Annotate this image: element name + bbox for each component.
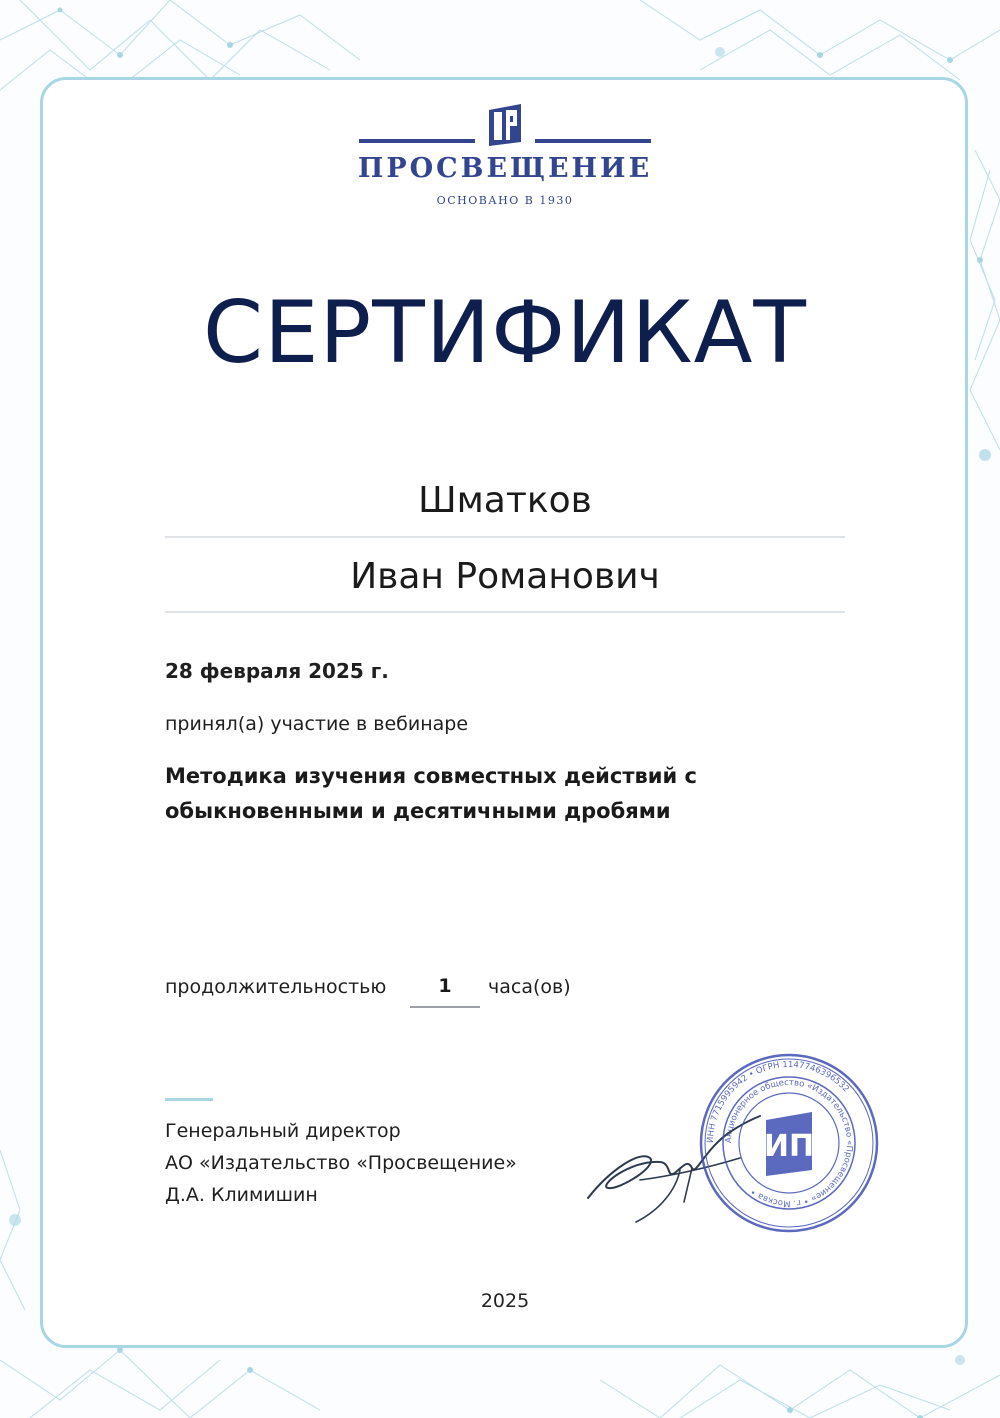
signatory-position: Генеральный директор [165, 1120, 401, 1142]
duration-unit: часа(ов) [488, 976, 571, 998]
event-date: 28 февраля 2025 г. [165, 659, 389, 683]
seal-ring-text: Акционерное общество «Издательство «Просвещение» • г. Москва • [723, 1077, 855, 1209]
webinar-title-line-1: Методика изучения совместных действий с [165, 764, 697, 788]
publisher-founded: ОСНОВАНО В 1930 [436, 194, 574, 207]
certificate-title: СЕРТИФИКАТ [203, 283, 807, 383]
certificate-year: 2025 [480, 1290, 530, 1312]
webinar-title-line-2: обыкновенными и десятичными дробями [165, 799, 671, 823]
participation-text: принял(а) участие в вебинаре [165, 713, 469, 735]
prosveshchenie-logo-icon [487, 102, 523, 148]
seal-ids-text: ИНН 7715995942 • ОГРН 1147746396532 [705, 1059, 851, 1144]
surname-underline [165, 536, 845, 538]
signatory-organization: АО «Издательство «Просвещение» [165, 1152, 517, 1174]
duration-label: продолжительностью [165, 976, 387, 998]
recipient-surname: Шматков [418, 480, 592, 521]
signatory-name: Д.А. Климишин [165, 1184, 318, 1206]
logo-rule-left [359, 139, 475, 143]
logo-rule-right [535, 139, 651, 143]
publisher-name: ПРОСВЕЩЕНИЕ [357, 153, 653, 184]
duration-value: 1 [438, 975, 452, 997]
webinar-title [165, 759, 805, 829]
recipient-given-names: Иван Романович [350, 556, 660, 597]
given-names-underline [165, 611, 845, 613]
company-seal-icon [698, 1052, 880, 1234]
seal-center-mark: ИП [763, 1129, 815, 1164]
signatory-accent-rule [165, 1098, 213, 1101]
duration-underline [410, 1006, 480, 1008]
